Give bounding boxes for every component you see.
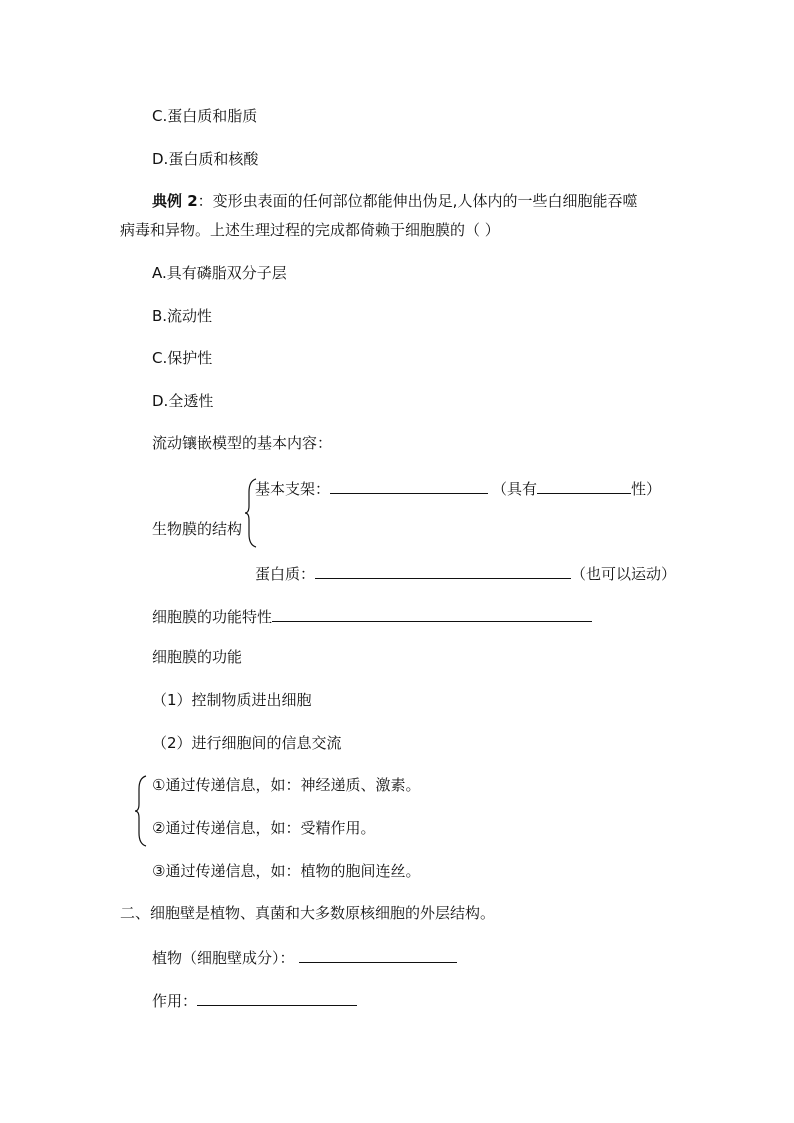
example2-stem: ：变形虫表面的任何部位都能伸出伪足,人体内的一些白细胞能吞噬	[197, 192, 638, 210]
protein-blank[interactable]	[315, 562, 571, 579]
example2-stem-line2: 病毒和异物。上述生理过程的完成都倚赖于细胞膜的（ ）	[120, 221, 500, 239]
effect-blank[interactable]	[197, 989, 357, 1006]
structure-label: 生物膜的结构	[152, 520, 243, 538]
protein-note: （也可以运动）	[571, 565, 677, 583]
example2-stem-line1	[152, 191, 637, 211]
structure-brace	[244, 478, 258, 548]
plant-wall-blank[interactable]	[299, 946, 457, 963]
function-trait-label: 细胞膜的功能特性	[152, 608, 273, 626]
option-d: D.蛋白质和核酸	[152, 150, 259, 168]
function-item-1: （1）控制物质进出细胞	[152, 691, 312, 709]
skeleton-row	[255, 477, 661, 499]
signal-item-2: ②通过传递信息，如：受精作用。	[152, 819, 376, 837]
example2-label: 典例 2	[152, 192, 198, 210]
plant-wall-row	[152, 946, 457, 968]
skeleton-paren-open: （具有	[492, 480, 538, 498]
signal-item-3: ③通过传递信息，如：植物的胞间连丝。	[152, 862, 421, 880]
cell-wall-heading: 二、细胞壁是植物、真菌和大多数原核细胞的外层结构。	[120, 904, 496, 922]
signal-brace	[134, 775, 148, 847]
example2-option-d: D.全透性	[152, 392, 214, 410]
protein-label: 蛋白质：	[255, 565, 316, 583]
example2-option-a: A.具有磷脂双分子层	[152, 264, 287, 282]
function-trait-row	[152, 605, 592, 627]
skeleton-label: 基本支架：	[255, 480, 331, 498]
model-heading: 流动镶嵌模型的基本内容：	[152, 434, 333, 452]
skeleton-blank[interactable]	[330, 477, 488, 494]
example2-option-c: C.保护性	[152, 349, 213, 367]
function-item-2: （2）进行细胞间的信息交流	[152, 734, 342, 752]
option-c: C.蛋白质和脂质	[152, 107, 258, 125]
example2-option-b: B.流动性	[152, 307, 213, 325]
skeleton-paren-close: 性）	[631, 480, 662, 498]
effect-row	[152, 989, 357, 1011]
protein-row	[255, 562, 676, 584]
skeleton-property-blank[interactable]	[537, 477, 631, 494]
signal-item-1: ①通过传递信息，如：神经递质、激素。	[152, 776, 421, 794]
function-trait-blank[interactable]	[272, 605, 592, 622]
plant-wall-label: 植物（细胞壁成分）：	[152, 949, 295, 967]
effect-label: 作用：	[152, 992, 198, 1010]
functions-heading: 细胞膜的功能	[152, 648, 243, 666]
